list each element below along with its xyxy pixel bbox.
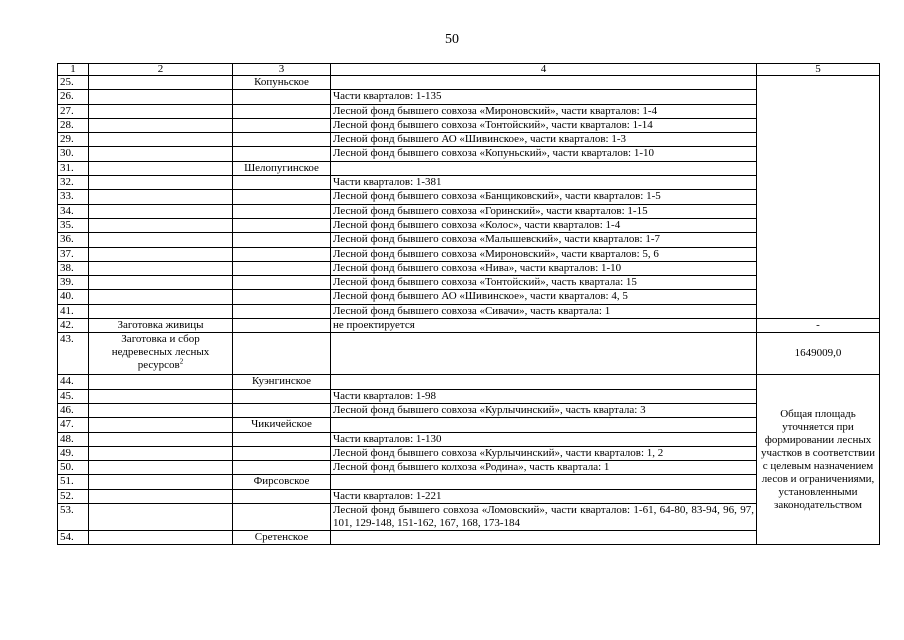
forestry-district-cell (233, 147, 331, 161)
row-number: 42. (58, 319, 89, 333)
forestry-district-cell: Фирсовское (233, 475, 331, 489)
table-row (58, 531, 880, 545)
activity-cell (89, 233, 233, 247)
forestry-district-cell: Копуньское (233, 76, 331, 90)
activity-text: Заготовка и сбор недревесных лесных ресурсов (111, 333, 210, 372)
quarters-cell: не проектируется (331, 319, 757, 333)
table-row (58, 304, 880, 318)
quarters-cell (331, 418, 757, 432)
quarters-cell (331, 475, 757, 489)
quarters-cell: Лесной фонд бывшего совхоза «Курлычинский», часть квартала: 3 (331, 403, 757, 417)
row-number: 25. (58, 76, 89, 90)
area-note-cell: Общая площадь уточняется при формировании лесных участков в соответствии с целевым назначением лесов и ограничениями, установленными законодательством (757, 375, 880, 545)
table-row (58, 375, 880, 389)
forestry-district-cell (233, 190, 331, 204)
activity-cell (89, 276, 233, 290)
forestry-district-cell (233, 261, 331, 275)
forest-resources-table (57, 63, 880, 545)
table-row (58, 176, 880, 190)
quarters-cell: Части кварталов: 1-135 (331, 90, 757, 104)
forestry-district-cell (233, 489, 331, 503)
table-row (58, 90, 880, 104)
forestry-district-cell: Чикичейское (233, 418, 331, 432)
quarters-cell: Лесной фонд бывшего совхоза «Малышевский», части кварталов: 1-7 (331, 233, 757, 247)
forestry-district-cell (233, 104, 331, 118)
forestry-district-cell (233, 218, 331, 232)
activity-cell: Заготовка живицы (89, 319, 233, 333)
row-number: 48. (58, 432, 89, 446)
forestry-district-cell (233, 176, 331, 190)
activity-cell (89, 76, 233, 90)
quarters-cell: Лесной фонд бывшего АО «Шивинское», части кварталов: 4, 5 (331, 290, 757, 304)
activity-cell (89, 446, 233, 460)
row-number: 51. (58, 475, 89, 489)
area-cell: - (757, 319, 880, 333)
row-number: 46. (58, 403, 89, 417)
table-row (58, 432, 880, 446)
forestry-district-cell: Куэнгинское (233, 375, 331, 389)
row-number: 35. (58, 218, 89, 232)
quarters-cell: Лесной фонд бывшего совхоза «Копуньский», части кварталов: 1-10 (331, 147, 757, 161)
activity-cell (89, 133, 233, 147)
activity-cell (89, 176, 233, 190)
forestry-district-cell (233, 118, 331, 132)
row-number: 32. (58, 176, 89, 190)
quarters-cell: Лесной фонд бывшего совхоза «Мироновский», части кварталов: 5, 6 (331, 247, 757, 261)
quarters-cell: Лесной фонд бывшего АО «Шивинское», части кварталов: 1-3 (331, 133, 757, 147)
activity-cell (89, 290, 233, 304)
row-number: 41. (58, 304, 89, 318)
activity-cell (89, 432, 233, 446)
row-number: 39. (58, 276, 89, 290)
quarters-cell: Лесной фонд бывшего совхоза «Банщиковский», части кварталов: 1-5 (331, 190, 757, 204)
table-row (58, 418, 880, 432)
row-number: 27. (58, 104, 89, 118)
header-cell: 1 (58, 64, 89, 76)
quarters-cell: Лесной фонд бывшего совхоза «Нива», части кварталов: 1-10 (331, 261, 757, 275)
row-number: 31. (58, 161, 89, 175)
row-number: 44. (58, 375, 89, 389)
activity-cell (89, 90, 233, 104)
forestry-district-cell (233, 204, 331, 218)
table-row (58, 475, 880, 489)
header-cell: 2 (89, 64, 233, 76)
quarters-cell: Части кварталов: 1-381 (331, 176, 757, 190)
row-number: 34. (58, 204, 89, 218)
forestry-district-cell (233, 461, 331, 475)
table-row (58, 218, 880, 232)
row-number: 43. (58, 333, 89, 375)
row-number: 53. (58, 504, 89, 531)
forestry-district-cell (233, 276, 331, 290)
table-row (58, 389, 880, 403)
row-number: 37. (58, 247, 89, 261)
row-number: 33. (58, 190, 89, 204)
quarters-cell: Лесной фонд бывшего совхоза «Ломовский», части кварталов: 1-61, 64-80, 83-94, 96, 97, 101, 129-148, 151-162, 167, 168, 173-184 (331, 504, 757, 531)
forestry-district-cell: Шелопугинское (233, 161, 331, 175)
activity-cell (89, 461, 233, 475)
table-row (58, 446, 880, 460)
area-cell (757, 76, 880, 319)
row-number: 50. (58, 461, 89, 475)
header-cell: 5 (757, 64, 880, 76)
forestry-district-cell (233, 333, 331, 375)
forestry-district-cell (233, 446, 331, 460)
table-row (58, 133, 880, 147)
row-number: 45. (58, 389, 89, 403)
quarters-cell: Лесной фонд бывшего совхоза «Тонтойский», часть квартала: 15 (331, 276, 757, 290)
forestry-district-cell (233, 304, 331, 318)
row-number: 30. (58, 147, 89, 161)
forestry-district-cell (233, 233, 331, 247)
table-row (58, 319, 880, 333)
activity-cell (89, 218, 233, 232)
header-cell: 4 (331, 64, 757, 76)
row-number: 54. (58, 531, 89, 545)
quarters-cell: Части кварталов: 1-130 (331, 432, 757, 446)
table-row (58, 261, 880, 275)
quarters-cell (331, 76, 757, 90)
area-cell: 1649009,0 (757, 333, 880, 375)
table-row (58, 161, 880, 175)
quarters-cell: Лесной фонд бывшего совхоза «Колос», части кварталов: 1-4 (331, 218, 757, 232)
table-row (58, 247, 880, 261)
quarters-cell (331, 375, 757, 389)
row-number: 29. (58, 133, 89, 147)
quarters-cell: Лесной фонд бывшего совхоза «Сивачи», часть квартала: 1 (331, 304, 757, 318)
quarters-cell (331, 531, 757, 545)
quarters-cell: Лесной фонд бывшего совхоза «Мироновский», части кварталов: 1-4 (331, 104, 757, 118)
activity-cell (89, 489, 233, 503)
table-row (58, 118, 880, 132)
activity-cell (89, 504, 233, 531)
forestry-district-cell (233, 290, 331, 304)
quarters-cell (331, 161, 757, 175)
forestry-district-cell (233, 403, 331, 417)
quarters-cell (331, 333, 757, 375)
row-number: 26. (58, 90, 89, 104)
table-row (58, 104, 880, 118)
table-row (58, 489, 880, 503)
activity-cell (89, 104, 233, 118)
header-cell: 3 (233, 64, 331, 76)
row-number: 40. (58, 290, 89, 304)
table-row (58, 461, 880, 475)
forestry-district-cell (233, 319, 331, 333)
activity-cell (89, 304, 233, 318)
forestry-district-cell (233, 247, 331, 261)
activity-cell (89, 333, 233, 375)
table-row (58, 276, 880, 290)
table-row (58, 76, 880, 90)
row-number: 38. (58, 261, 89, 275)
forestry-district-cell (233, 432, 331, 446)
activity-cell (89, 403, 233, 417)
activity-cell (89, 531, 233, 545)
activity-cell (89, 247, 233, 261)
activity-cell (89, 204, 233, 218)
table-row (58, 333, 880, 375)
table-row (58, 290, 880, 304)
forestry-district-cell (233, 90, 331, 104)
activity-cell (89, 418, 233, 432)
table-header-row (58, 64, 880, 76)
footnote-mark: 2 (179, 357, 184, 366)
table-row (58, 147, 880, 161)
quarters-cell: Лесной фонд бывшего совхоза «Тонтойский», части кварталов: 1-14 (331, 118, 757, 132)
row-number: 47. (58, 418, 89, 432)
table-row (58, 204, 880, 218)
activity-cell (89, 375, 233, 389)
table-row (58, 190, 880, 204)
forestry-district-cell (233, 389, 331, 403)
activity-cell (89, 389, 233, 403)
forestry-district-cell (233, 133, 331, 147)
table-row (58, 504, 880, 531)
page-number: 50 (445, 32, 459, 47)
row-number: 49. (58, 446, 89, 460)
table-row (58, 233, 880, 247)
forestry-district-cell (233, 504, 331, 531)
quarters-cell: Части кварталов: 1-98 (331, 389, 757, 403)
quarters-cell: Лесной фонд бывшего совхоза «Курлычинский», части кварталов: 1, 2 (331, 446, 757, 460)
activity-cell (89, 147, 233, 161)
quarters-cell: Части кварталов: 1-221 (331, 489, 757, 503)
activity-cell (89, 118, 233, 132)
forestry-district-cell: Сретенское (233, 531, 331, 545)
table-row (58, 403, 880, 417)
row-number: 36. (58, 233, 89, 247)
quarters-cell: Лесной фонд бывшего колхоза «Родина», часть квартала: 1 (331, 461, 757, 475)
row-number: 52. (58, 489, 89, 503)
activity-cell (89, 161, 233, 175)
activity-cell (89, 475, 233, 489)
activity-cell (89, 261, 233, 275)
quarters-cell: Лесной фонд бывшего совхоза «Горинский», части кварталов: 1-15 (331, 204, 757, 218)
row-number: 28. (58, 118, 89, 132)
activity-cell (89, 190, 233, 204)
